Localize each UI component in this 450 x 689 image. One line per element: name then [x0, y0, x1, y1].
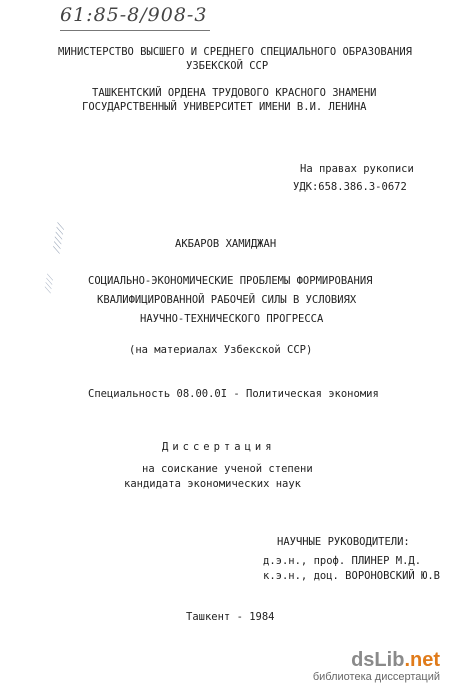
specialty: Специальность 08.00.0I - Политическая экономия [88, 388, 379, 400]
degree-line-1: на соискание ученой степени [142, 463, 313, 475]
title-subtitle: (на материалах Узбекской ССР) [129, 344, 313, 356]
manuscript-rights: На правах рукописи [300, 163, 414, 175]
ministry-line-2: УЗБЕКСКОЙ ССР [186, 60, 269, 72]
watermark [313, 649, 440, 683]
degree-line-2: кандидата экономических наук [124, 478, 302, 490]
dissertation-heading: Диссертация [162, 441, 276, 453]
udk-code: УДК:658.386.3-0672 [293, 181, 407, 193]
handwritten-underline [60, 30, 210, 31]
ministry-line-1: МИНИСТЕРСТВО ВЫСШЕГО И СРЕДНЕГО СПЕЦИАЛЬНОГО ОБРАЗОВАНИЯ [58, 46, 413, 58]
supervisor-2: к.э.н., доц. ВОРОНОВСКИЙ Ю.В [263, 570, 441, 582]
title-line-3: НАУЧНО-ТЕХНИЧЕСКОГО ПРОГРЕССА [140, 313, 324, 325]
title-line-2: КВАЛИФИЦИРОВАННОЙ РАБОЧЕЙ СИЛЫ В УСЛОВИЯХ [97, 294, 357, 306]
author-name: АКБАРОВ ХАМИДЖАН [175, 238, 277, 250]
faint-pencil-mark-2: ⁄ ⁄ ⁄ ⁄ [44, 275, 57, 292]
watermark-logo-tld: .net [404, 649, 440, 671]
university-line-1: ТАШКЕНТСКИЙ ОРДЕНА ТРУДОВОГО КРАСНОГО ЗНАМЕНИ [92, 87, 377, 99]
supervisor-1: д.э.н., проф. ПЛИНЕР М.Д. [263, 555, 422, 567]
watermark-logo [313, 649, 440, 671]
city-year: Ташкент - 1984 [186, 611, 275, 623]
faint-pencil-mark: ⁄ ⁄ ⁄ ⁄ ⁄ ⁄ [52, 224, 68, 252]
handwritten-code: 61:85-8/908-3 [60, 4, 208, 26]
university-line-2: ГОСУДАРСТВЕННЫЙ УНИВЕРСИТЕТ ИМЕНИ В.И. ЛЕНИНА [82, 101, 367, 113]
watermark-caption: библиотека диссертаций [312, 671, 440, 683]
supervisors-heading: НАУЧНЫЕ РУКОВОДИТЕЛИ: [277, 536, 410, 548]
watermark-logo-main: dsLib [351, 649, 405, 671]
title-line-1: СОЦИАЛЬНО-ЭКОНОМИЧЕСКИЕ ПРОБЛЕМЫ ФОРМИРОВАНИЯ [88, 275, 373, 287]
